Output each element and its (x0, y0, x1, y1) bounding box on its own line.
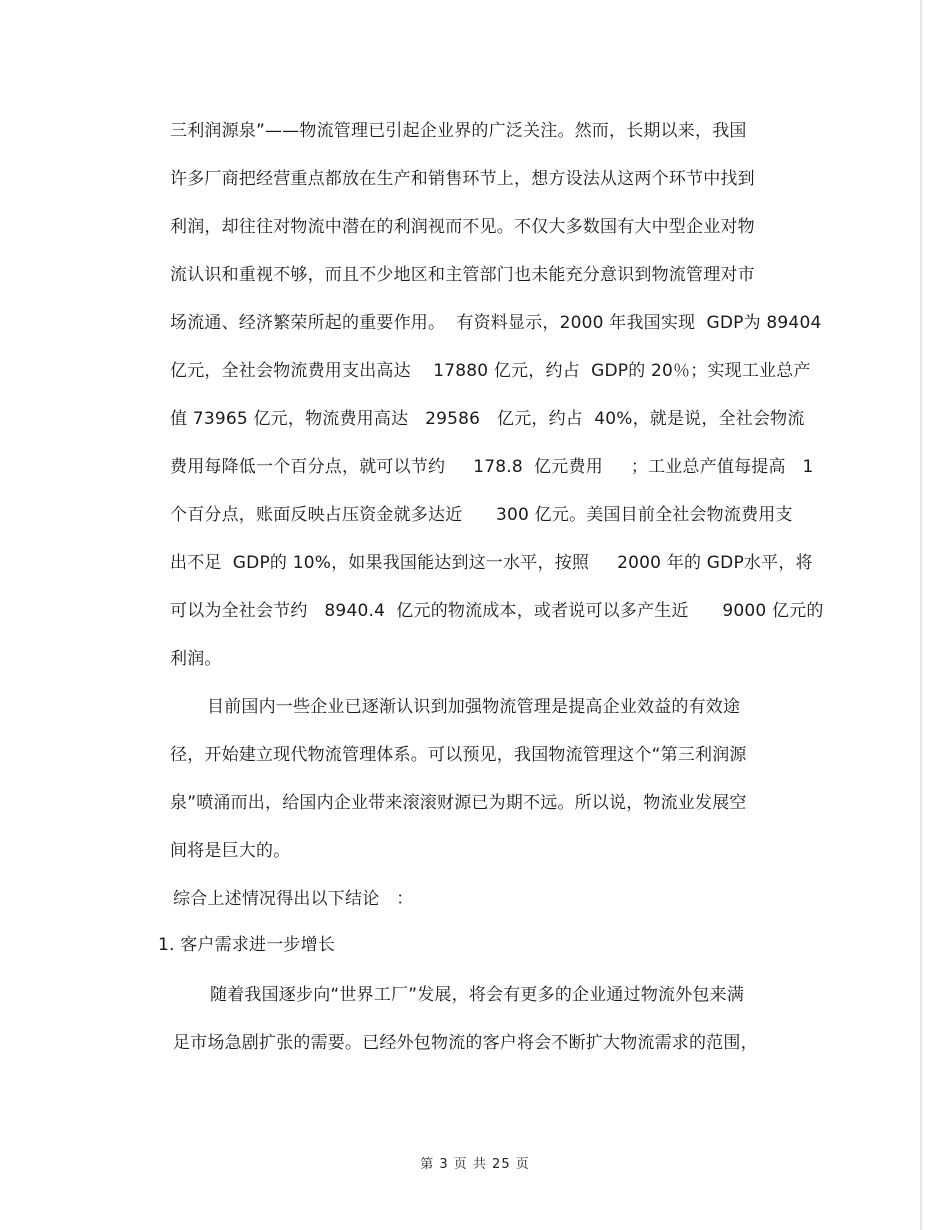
text-line-8: 费用每降低一个百分点，就可以节约 178.8 亿元费用 ；工业总产值每提高 1 (170, 457, 814, 477)
text-line-10: 出不足 GDP的 10%，如果我国能达到这一水平，按照 2000 年的 GDP水平，将 (170, 553, 813, 573)
text-line-16: 间将是巨大的。 (170, 841, 291, 861)
text-line-5: 场流通、经济繁荣所起的重要作用。 有资料显示，2000 年我国实现 GDP为 89404 (170, 313, 822, 333)
page-edge-divider (920, 0, 922, 1230)
text-line-17: 综合上述情况得出以下结论 ： (173, 889, 414, 909)
page-number-footer: 第 3 页 共 25 页 (420, 1157, 530, 1172)
text-line-1: 三利润源泉”——物流管理已引起企业界的广泛关注。然而，长期以来，我国 (170, 121, 747, 141)
text-line-11: 可以为全社会节约 8940.4 亿元的物流成本，或者说可以多产生近 9000 亿元的 (170, 601, 824, 621)
text-line-14: 径，开始建立现代物流管理体系。可以预见，我国物流管理这个“第三利润源 (170, 745, 747, 765)
text-line-19: 随着我国逐步向“世界工厂”发展，将会有更多的企业通过物流外包来满 (210, 985, 745, 1005)
text-line-6: 亿元，全社会物流费用支出高达 17880 亿元，约占 GDP的 20％；实现工业总产 (170, 361, 811, 381)
text-line-13: 目前国内一些企业已逐渐认识到加强物流管理是提高企业效益的有效途 (207, 697, 741, 717)
text-line-15: 泉”喷涌而出，给国内企业带来滚滚财源已为期不远。所以说，物流业发展空 (170, 793, 747, 813)
text-line-2: 许多厂商把经营重点都放在生产和销售环节上，想方设法从这两个环节中找到 (170, 169, 755, 189)
text-line-3: 利润，却往往对物流中潜在的利润视而不见。不仅大多数国有大中型企业对物 (170, 217, 755, 237)
text-line-9: 个百分点，账面反映占压资金就多达近 300 亿元。美国目前全社会物流费用支 (170, 505, 793, 525)
text-line-7: 值 73965 亿元，物流费用高达 29586 亿元，约占 40%，就是说，全社会物流 (170, 409, 805, 429)
text-line-20: 足市场急剧扩张的需要。已经外包物流的客户将会不断扩大物流需求的范围， (173, 1033, 758, 1053)
list-item-heading: 1. 客户需求进一步增长 (158, 935, 336, 955)
text-line-4: 流认识和重视不够，而且不少地区和主管部门也未能充分意识到物流管理对市 (170, 265, 755, 285)
text-line-12: 利润。 (170, 649, 222, 669)
